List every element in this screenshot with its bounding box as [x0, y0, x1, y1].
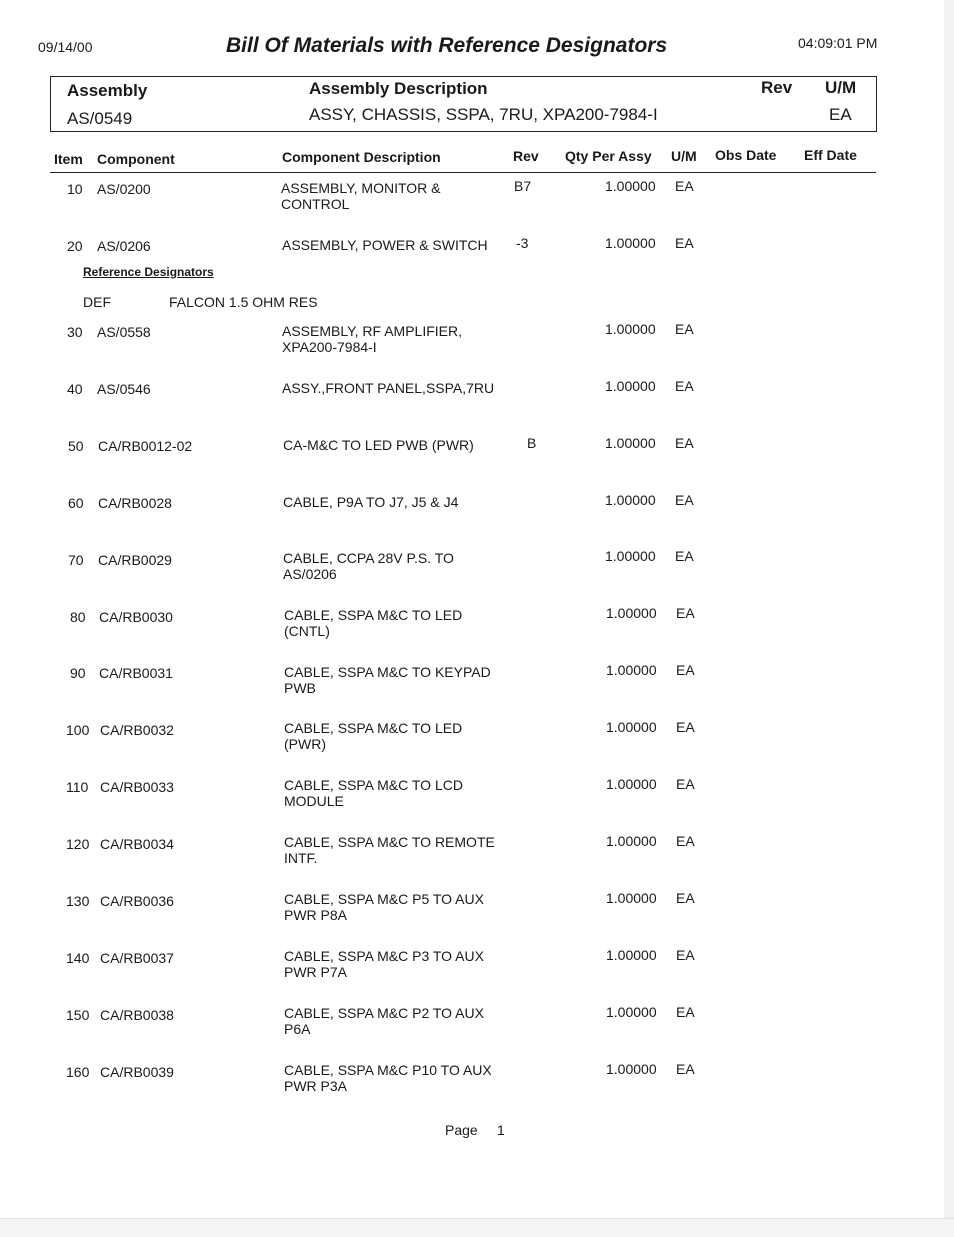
col-header-item: Item	[54, 151, 83, 167]
row-10-item: 10	[67, 181, 83, 197]
row-130-um: EA	[676, 890, 695, 906]
row-20-rev: -3	[516, 235, 529, 251]
row-130-component: CA/RB0036	[100, 893, 174, 909]
row-100-qty: 1.00000	[606, 719, 657, 735]
col-header-obs-date: Obs Date	[715, 147, 777, 163]
row-40-description: ASSY.,FRONT PANEL,SSPA,7RU	[282, 380, 495, 396]
row-10-description: ASSEMBLY, MONITOR & CONTROL	[281, 180, 441, 212]
assembly-um-value: EA	[829, 105, 852, 124]
row-30-item: 30	[67, 324, 83, 340]
reference-designator-code: DEF	[83, 294, 111, 310]
reference-designators-label: Reference Designators	[83, 265, 214, 279]
row-110-qty: 1.00000	[606, 776, 657, 792]
row-20-component: AS/0206	[97, 238, 151, 254]
row-160-qty: 1.00000	[606, 1061, 657, 1077]
row-30-component: AS/0558	[97, 324, 151, 340]
page-number: 1	[497, 1122, 505, 1138]
row-60-um: EA	[675, 492, 694, 508]
row-120-item: 120	[66, 836, 90, 852]
assembly-label: Assembly	[67, 81, 148, 100]
row-100-item: 100	[66, 722, 90, 738]
scan-edge-bottom	[0, 1218, 954, 1237]
row-50-qty: 1.00000	[605, 435, 656, 451]
row-20-um: EA	[675, 235, 694, 251]
row-110-item: 110	[66, 779, 89, 795]
col-header-description: Component Description	[282, 149, 441, 165]
row-40-component: AS/0546	[97, 381, 151, 397]
scan-edge-right	[944, 0, 954, 1236]
row-130-description: CABLE, SSPA M&C P5 TO AUX PWR P8A	[284, 891, 484, 923]
row-10-component: AS/0200	[97, 181, 151, 197]
row-20-item: 20	[67, 238, 83, 254]
row-10-rev: B7	[514, 178, 532, 194]
row-70-component: CA/RB0029	[98, 552, 172, 568]
assembly-um-label: U/M	[825, 78, 857, 97]
report-title: Bill Of Materials with Reference Designators	[226, 34, 668, 57]
row-120-um: EA	[676, 833, 695, 849]
assembly-description-label: Assembly Description	[309, 79, 488, 98]
row-50-description: CA-M&C TO LED PWB (PWR)	[283, 437, 474, 453]
col-header-qty: Qty Per Assy	[565, 148, 652, 164]
row-150-component: CA/RB0038	[100, 1007, 174, 1023]
assembly-description-value: ASSY, CHASSIS, SSPA, 7RU, XPA200-7984-I	[309, 105, 658, 124]
row-10-qty: 1.00000	[605, 178, 656, 194]
row-90-description: CABLE, SSPA M&C TO KEYPAD PWB	[284, 664, 491, 696]
row-150-description: CABLE, SSPA M&C P2 TO AUX P6A	[284, 1005, 484, 1037]
col-header-rev: Rev	[513, 148, 539, 164]
row-100-um: EA	[676, 719, 695, 735]
row-90-um: EA	[676, 662, 695, 678]
row-50-um: EA	[675, 435, 694, 451]
report-date: 09/14/00	[38, 39, 93, 55]
column-header-rule	[50, 172, 876, 173]
row-80-description: CABLE, SSPA M&C TO LED (CNTL)	[284, 607, 463, 639]
reference-designator-text: FALCON 1.5 OHM RES	[169, 294, 318, 310]
row-50-component: CA/RB0012-02	[98, 438, 193, 454]
row-140-component: CA/RB0037	[100, 950, 174, 966]
row-80-item: 80	[70, 609, 86, 625]
row-120-qty: 1.00000	[606, 833, 657, 849]
row-100-description: CABLE, SSPA M&C TO LED (PWR)	[284, 720, 463, 752]
row-150-item: 150	[66, 1007, 90, 1023]
row-140-description: CABLE, SSPA M&C P3 TO AUX PWR P7A	[284, 948, 484, 980]
report-time: 04:09:01 PM	[798, 35, 878, 51]
row-80-um: EA	[676, 605, 695, 621]
col-header-eff-date: Eff Date	[804, 147, 857, 163]
row-120-description: CABLE, SSPA M&C TO REMOTE INTF.	[284, 834, 495, 866]
row-30-qty: 1.00000	[605, 321, 656, 337]
row-110-description: CABLE, SSPA M&C TO LCD MODULE	[284, 777, 463, 809]
row-130-item: 130	[66, 893, 90, 909]
row-160-component: CA/RB0039	[100, 1064, 174, 1080]
row-30-um: EA	[675, 321, 694, 337]
row-10-um: EA	[675, 178, 694, 194]
row-70-qty: 1.00000	[605, 548, 656, 564]
row-60-qty: 1.00000	[605, 492, 656, 508]
row-160-item: 160	[66, 1064, 90, 1080]
col-header-component: Component	[97, 151, 175, 167]
row-60-description: CABLE, P9A TO J7, J5 & J4	[283, 494, 459, 510]
row-140-item: 140	[66, 950, 90, 966]
row-90-qty: 1.00000	[606, 662, 657, 678]
row-120-component: CA/RB0034	[100, 836, 174, 852]
row-90-item: 90	[70, 665, 86, 681]
row-20-description: ASSEMBLY, POWER & SWITCH	[282, 237, 488, 253]
row-60-component: CA/RB0028	[98, 495, 172, 511]
assembly-value: AS/0549	[67, 109, 133, 128]
row-150-qty: 1.00000	[606, 1004, 657, 1020]
row-80-component: CA/RB0030	[99, 609, 173, 625]
row-150-um: EA	[676, 1004, 695, 1020]
row-160-description: CABLE, SSPA M&C P10 TO AUX PWR P3A	[284, 1062, 492, 1094]
row-110-um: EA	[676, 776, 695, 792]
row-130-qty: 1.00000	[606, 890, 657, 906]
assembly-box-bottom-rule	[50, 131, 876, 132]
row-140-um: EA	[676, 947, 695, 963]
row-40-item: 40	[67, 381, 83, 397]
row-70-description: CABLE, CCPA 28V P.S. TO AS/0206	[283, 550, 454, 582]
row-30-description: ASSEMBLY, RF AMPLIFIER, XPA200-7984-I	[282, 323, 462, 355]
row-50-item: 50	[68, 438, 84, 454]
row-70-item: 70	[68, 552, 84, 568]
row-40-um: EA	[675, 378, 694, 394]
row-160-um: EA	[676, 1061, 695, 1077]
page-label: Page	[445, 1122, 478, 1138]
assembly-rev-label: Rev	[761, 78, 793, 97]
row-140-qty: 1.00000	[606, 947, 657, 963]
col-header-um: U/M	[671, 148, 697, 164]
row-100-component: CA/RB0032	[100, 722, 174, 738]
row-40-qty: 1.00000	[605, 378, 656, 394]
row-80-qty: 1.00000	[606, 605, 657, 621]
row-60-item: 60	[68, 495, 84, 511]
row-20-qty: 1.00000	[605, 235, 656, 251]
row-90-component: CA/RB0031	[99, 665, 173, 681]
row-70-um: EA	[675, 548, 694, 564]
row-50-rev: B	[527, 435, 537, 451]
row-110-component: CA/RB0033	[100, 779, 174, 795]
